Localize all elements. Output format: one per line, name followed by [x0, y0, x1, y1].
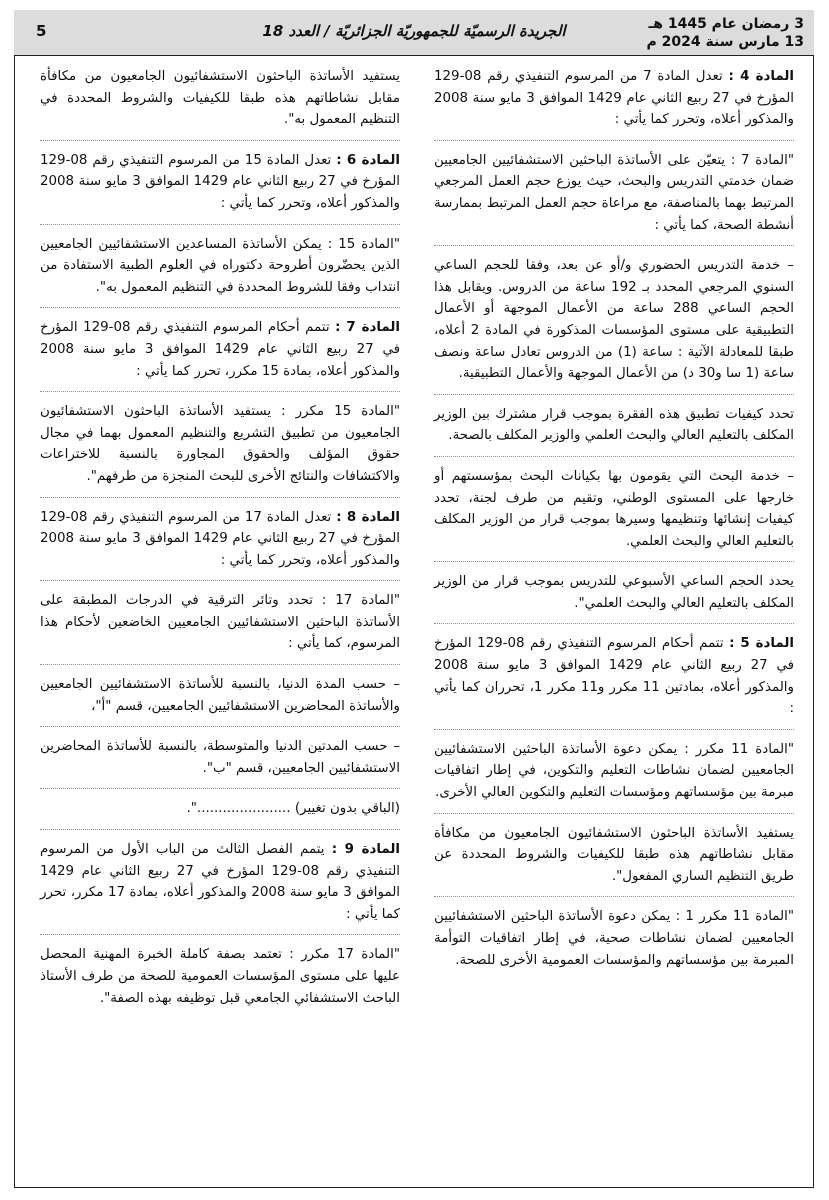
article-label: المادة 7 :: [335, 320, 400, 336]
paragraph: [434, 66, 794, 141]
paragraph: [40, 590, 400, 665]
paragraph-text: – خدمة التدريس الحضوري و/أو عن بعد، وفقا للحجم الساعي السنوي المرجعي المحدد بـ 192 ساعة من الدروس. ويقابل هذا الحجم الساعي 288 ساعة من الأعمال الموجهة أو الأعمال التطبيقية على مستوى المؤسسات المذكورة في المادة 2 أعلاه، طبقا للمعادلة الآتية : ساعة (1) من الدروس تعادل ساعة ونصف ساعة (1 سا و30 د) من الأعمال الموجهة والأعمال التطبيقية.: [434, 258, 794, 382]
paragraph: [40, 736, 400, 789]
article-label: المادة 5 :: [729, 636, 794, 652]
paragraph: [434, 739, 794, 814]
paragraph: [40, 150, 400, 225]
paragraph: [434, 466, 794, 562]
page-header: [14, 10, 814, 56]
paragraph: [40, 798, 400, 830]
paragraph-text: تتمم أحكام المرسوم التنفيذي رقم 08-129 المؤرخ في 27 ربيع الثاني عام 1429 الموافق 3 مايو سنة 2008 والمذكور أعلاه، بمادة 15 مكرر، تحرر كما يأتي :: [40, 320, 401, 379]
paragraph: [434, 404, 794, 457]
paragraph: [434, 150, 794, 246]
paragraph: [40, 317, 400, 392]
paragraph: [40, 234, 400, 309]
left-column: [40, 66, 400, 1027]
paragraph-text: "المادة 11 مكرر : يمكن دعوة الأساتذة الباحثين الاستشفائيين الجامعيين لضمان نشاطات التعليم والتكوين، في إطار اتفاقيات مبرمة بين مؤسساتهم ومؤسسات التعليم والتكوين العالي الأخرى.: [434, 741, 794, 801]
paragraph-text: يستفيد الأساتذة الباحثون الاستشفائيون الجامعيون من مكافأة مقابل نشاطاتهم هذه طبقا للكيفيات والشروط المحددة عن طريق التنظيم الساري المفعول".: [434, 825, 794, 884]
paragraph-text: – حسب المدتين الدنيا والمتوسطة، بالنسبة للأساتذة المحاضرين الاستشفائيين الجامعيين، قسم "ب".: [40, 739, 400, 776]
right-column: [434, 66, 794, 989]
paragraph: [434, 633, 794, 729]
article-label: المادة 6 :: [336, 152, 400, 168]
header-date-gregorian: 13 مارس سنة 2024 م: [646, 34, 804, 50]
article-label: المادة 8 :: [336, 509, 400, 525]
paragraph-text: يحدد الحجم الساعي الأسبوعي للتدريس بموجب قرار من الوزير المكلف بالتعليم العالي والبحث العلمي".: [434, 574, 794, 611]
paragraph-text: تحدد كيفيات تطبيق هذه الفقرة بموجب قرار مشترك بين الوزير المكلف بالتعليم العالي والبحث العلمي والوزير المكلف بالصحة.: [434, 406, 794, 444]
paragraph: [40, 401, 400, 497]
article-label: المادة 9 :: [331, 842, 400, 858]
paragraph-text: يتمم الفصل الثالث من الباب الأول من المرسوم التنفيذي رقم 08-129 المؤرخ في 27 ربيع الثاني عام 1429 الموافق 3 مايو سنة 2008 والمذكور أعلاه، بمادة 17 مكرر، تحرر كما يأتي :: [40, 842, 401, 922]
paragraph-text: تعدل المادة 17 من المرسوم التنفيذي رقم 08-129 المؤرخ في 27 ربيع الثاني عام 1429 الموافق 3 مايو سنة 2008 والمذكور أعلاه، وتحرر كما يأتي :: [40, 509, 400, 568]
paragraph-text: "المادة 17 : تحدد وتائر الترقية في الدرجات المطبقة على الأساتذة الباحثين الاستشفائيين الجامعيين الخاضعين لأحكام هذا المرسوم، كما يأتي :: [40, 593, 400, 652]
paragraph-text: "المادة 7 : يتعيّن على الأساتذة الباحثين الاستشفائيين الجامعيين ضمان خدمتي التدريس والبحث، حيث يوزع حجم العمل المرجعي المرتبط بهما بالمناصفة، مع مراعاة حجم العمل المرتبط بممارسة أنشطة الصحة، كما يأتي :: [434, 152, 794, 233]
article-label: المادة 4 :: [728, 69, 794, 84]
paragraph: [434, 255, 794, 395]
header-date-hijri: 3 رمضان عام 1445 هـ: [648, 16, 804, 32]
paragraph-text: "المادة 15 : يمكن الأساتذة المساعدين الاستشفائيين الجامعيين الذين يحضّرون أطروحة دكتوراه في العلوم الطبية الاستفادة من انتداب وفقا للشروط المحددة في التنظيم المعمول به".: [40, 236, 400, 295]
paragraph-text: (الباقي بدون تغيير) ......................".: [186, 801, 400, 817]
paragraph: [40, 839, 400, 935]
paragraph-text: "المادة 17 مكرر : تعتمد بصفة كاملة الخبرة المهنية المحصل عليها على مستوى المؤسسات العمومية للصحة من طرف الأستاذ الباحث الاستشفائي الجامعي قبل توظيفه بهذه الصفة".: [40, 947, 400, 1006]
paragraph-text: تعدل المادة 7 من المرسوم التنفيذي رقم 08-129 المؤرخ في 27 ربيع الثاني عام 1429 الموافق 3 مايو سنة 2008 والمذكور أعلاه، وتحرر كما يأتي :: [434, 69, 794, 128]
paragraph-text: – حسب المدة الدنيا، بالنسبة للأساتذة الاستشفائيين الجامعيين والأساتذة المحاضرين الاستشفائيين الجامعيين، قسم "أ"،: [40, 677, 400, 714]
paragraph-text: – خدمة البحث التي يقومون بها بكيانات البحث بمؤسستهم أو خارجها على المستوى الوطني، وتقيم من طرف لجنة، تحدد كيفيات إنشائها وتنظيمها وسيرها بموجب قرار من الوزير المكلف بالتعليم العالي والبحث العلمي.: [434, 468, 794, 549]
paragraph-text: يستفيد الأساتذة الباحثون الاستشفائيون الجامعيون من مكافأة مقابل نشاطاتهم هذه طبقا للكيفيات والشروط المحددة في التنظيم المعمول به".: [40, 69, 400, 128]
paragraph: [434, 823, 794, 898]
paragraph-text: "المادة 11 مكرر 1 : يمكن دعوة الأساتذة الباحثين الاستشفائيين الجامعيين لضمان نشاطات صحية، في إطار اتفاقيات التوأمة المبرمة بين مؤسساتهم والمؤسسات العمومية الأخرى للصحة.: [434, 909, 794, 968]
paragraph: [40, 944, 400, 1018]
paragraph: [434, 906, 794, 980]
page-number: 5: [36, 22, 47, 40]
paragraph-text: "المادة 15 مكرر : يستفيد الأساتذة الباحثون الاستشفائيون الجامعيون من تطبيق التشريع والتنظيم المعمول بهما في مجال حقوق المؤلف والحقوق المجاورة بالنسبة للاختراعات والاكتشافات والنتائج الأخرى للبحث المنجزة من طرفهم".: [40, 404, 400, 484]
paragraph: [434, 571, 794, 624]
paragraph-text: تعدل المادة 15 من المرسوم التنفيذي رقم 08-129 المؤرخ في 27 ربيع الثاني عام 1429 الموافق 3 مايو سنة 2008 والمذكور أعلاه، وتحرر كما يأتي :: [40, 152, 400, 211]
paragraph-text: تتمم أحكام المرسوم التنفيذي رقم 08-129 المؤرخ في 27 ربيع الثاني عام 1429 الموافق 3 مايو سنة 2008 والمذكور أعلاه، بمادتين 11 مكرر و11 مكرر 1، تحرران كما يأتي :: [434, 636, 795, 717]
paragraph: [40, 507, 400, 582]
header-title: الجريدة الرسميّة للجمهوريّة الجزائريّة / العدد 18: [262, 22, 566, 40]
paragraph: [40, 674, 400, 727]
paragraph: [40, 66, 400, 141]
